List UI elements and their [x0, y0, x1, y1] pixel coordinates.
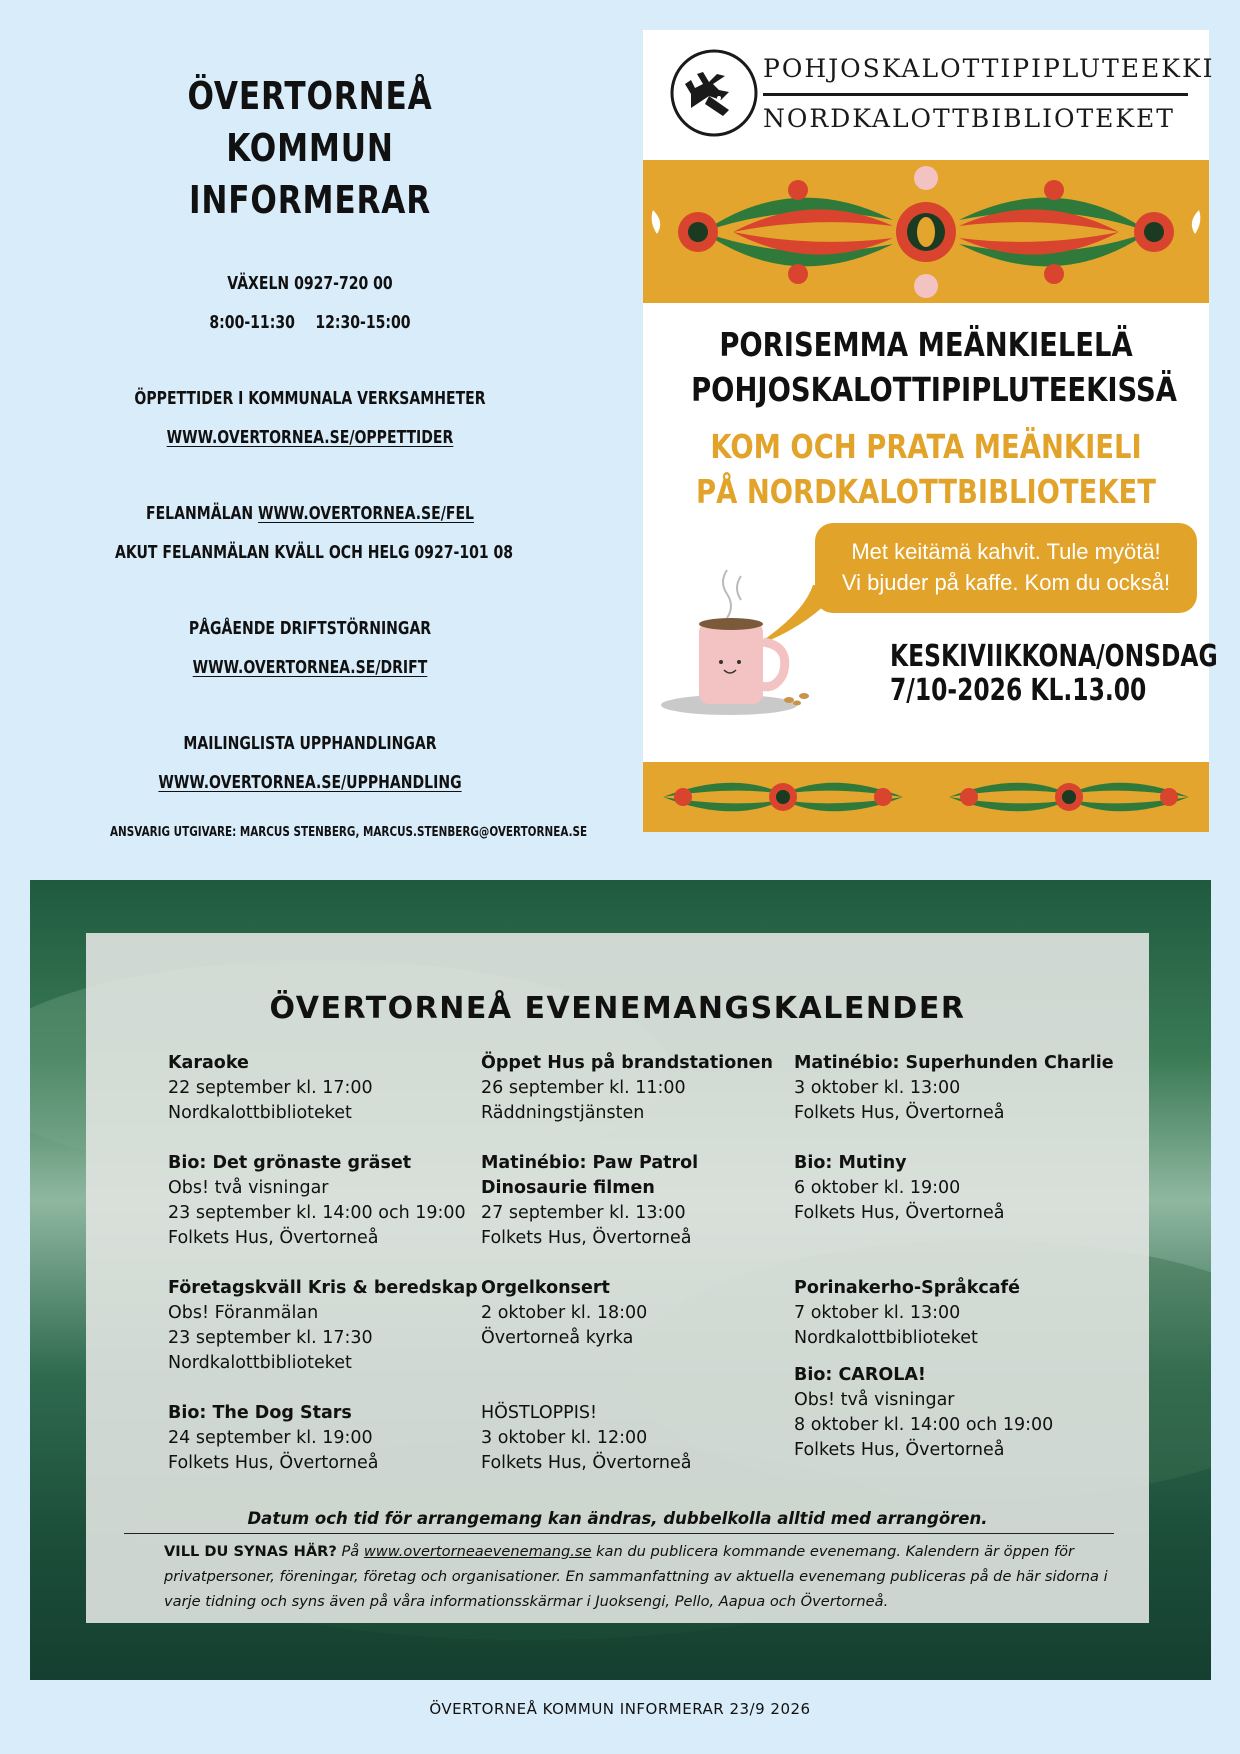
opening-times-label: ÖPPETTIDER I KOMMUNALA VERKSAMHETER: [134, 388, 486, 409]
headline-finnish-line-1: PORISEMMA MEÄNKIELELÄ: [719, 325, 1133, 364]
event-title: HÖSTLOPPIS!: [481, 1403, 598, 1423]
event-title: Porinakerho-Språkcafé: [794, 1278, 1021, 1298]
speech-bubble: [815, 523, 1197, 613]
event-item: [481, 1401, 781, 1476]
event-item: [794, 1363, 1094, 1463]
library-name-finnish: POHJOSKALOTTIPIPLUTEEKKI: [763, 54, 1215, 83]
event-date-line: 24 september kl. 19:00: [168, 1428, 373, 1448]
speech-bubble-swedish: Vi bjuder på kaffe. Kom du också!: [841, 570, 1171, 595]
event-title-continued: Dinosaurie filmen: [481, 1178, 655, 1198]
headline-swedish-line-2: PÅ NORDKALOTTBIBLIOTEKET: [696, 472, 1156, 511]
event-venue: Nordkalottbiblioteket: [168, 1353, 352, 1373]
event-title: Orgelkonsert: [481, 1278, 610, 1298]
calendar-column-3: [794, 1051, 1114, 1488]
event-venue: Nordkalottbiblioteket: [794, 1328, 978, 1348]
event-item: [794, 1276, 1094, 1351]
event-item: [794, 1051, 1114, 1126]
reindeer-logo-icon: [669, 48, 759, 138]
event-date-line: 27 september kl. 13:00: [481, 1203, 686, 1223]
title-line-1: ÖVERTORNEÅ KOMMUN: [187, 74, 433, 170]
event-date-line: 2 oktober kl. 18:00: [481, 1303, 648, 1323]
opening-hours: [115, 303, 505, 342]
mailing-list-link[interactable]: WWW.OVERTORNEA.SE/UPPHANDLING: [158, 772, 462, 793]
event-date: [890, 640, 1218, 708]
fault-report-label: FELANMÄLAN: [146, 503, 254, 524]
event-date-line: 6 oktober kl. 19:00: [794, 1178, 961, 1198]
event-title: Öppet Hus på brandstationen: [481, 1053, 774, 1073]
event-item: [168, 1401, 468, 1476]
opening-times-link[interactable]: WWW.OVERTORNEA.SE/OPPETTIDER: [166, 427, 454, 448]
event-title: Karaoke: [168, 1053, 249, 1073]
promo-prefix: På: [341, 1543, 360, 1560]
event-note: Obs! två visningar: [794, 1390, 955, 1410]
event-title: Bio: The Dog Stars: [168, 1403, 352, 1423]
publish-event-info: [164, 1539, 1124, 1614]
library-poster: [643, 30, 1218, 831]
event-date-line: 22 september kl. 17:00: [168, 1078, 373, 1098]
event-title: Bio: Mutiny: [794, 1153, 907, 1173]
event-date-line: 23 september kl. 14:00 och 19:00: [168, 1203, 466, 1223]
title-line-2: INFORMERAR: [188, 178, 432, 222]
promo-text: kan du publicera kommande evenemang. Kalendern är öppen för privatpersoner, föreningar, företag och organisationer. En sammanfattning av aktuella evenemang publiceras på de här sidorna i varje tidning och syns även på våra informationsskärmar i Juoksengi, Pello, Aapua och Övertorneå.: [164, 1543, 1108, 1610]
calendar-column-2: [481, 1051, 781, 1501]
page-title: [105, 70, 515, 226]
library-name-divider: [763, 93, 1188, 96]
event-title: Bio: CAROLA!: [794, 1365, 926, 1385]
event-item: [794, 1151, 1094, 1226]
event-venue: Folkets Hus, Övertorneå: [168, 1228, 379, 1248]
page-footer: ÖVERTORNEÅ KOMMUN INFORMERAR 23/9 2026: [429, 1700, 811, 1718]
event-venue: Folkets Hus, Övertorneå: [481, 1228, 692, 1248]
event-weekday: KESKIVIIKKONA/ONSDAG: [890, 639, 1218, 674]
disruptions-link[interactable]: WWW.OVERTORNEA.SE/DRIFT: [192, 657, 428, 678]
folk-ornament-top: [643, 160, 1209, 303]
schedule-change-notice: Datum och tid för arrangemang kan ändras, dubbelkolla alltid med arrangören.: [247, 1509, 988, 1528]
event-item: [481, 1151, 781, 1251]
event-title: Matinébio: Superhunden Charlie: [794, 1053, 1114, 1073]
headline-swedish: [691, 424, 1161, 514]
disruptions-label: PÅGÅENDE DRIFTSTÖRNINGAR: [188, 618, 432, 639]
event-title: Bio: Det grönaste gräset: [168, 1153, 412, 1173]
headline-finnish: [691, 322, 1177, 412]
event-venue: Folkets Hus, Övertorneå: [794, 1103, 1005, 1123]
publisher-credit: ANSVARIG UTGIVARE: MARCUS STENBERG, MARCUS.STENBERG@OVERTORNEA.SE: [110, 825, 588, 840]
event-venue: Nordkalottbiblioteket: [168, 1103, 352, 1123]
folk-ornament-bottom: [643, 762, 1209, 832]
event-venue: Folkets Hus, Övertorneå: [794, 1203, 1005, 1223]
hours-afternoon: 12:30-15:00: [315, 312, 411, 333]
headline-swedish-line-1: KOM OCH PRATA MEÄNKIELI: [710, 427, 1142, 466]
municipal-info-column: [60, 70, 588, 844]
event-venue: Folkets Hus, Övertorneå: [481, 1453, 692, 1473]
event-note: Obs! två visningar: [168, 1178, 329, 1198]
event-item: [481, 1276, 781, 1351]
urgent-fault-number: AKUT FELANMÄLAN KVÄLL OCH HELG 0927-101 08: [115, 542, 514, 563]
event-item: [168, 1051, 468, 1126]
event-venue: Folkets Hus, Övertorneå: [794, 1440, 1005, 1460]
fault-report-row: [115, 494, 505, 533]
event-venue: Övertorneå kyrka: [481, 1328, 634, 1348]
event-date-line: 3 oktober kl. 12:00: [481, 1428, 648, 1448]
event-calendar: [86, 933, 1149, 1623]
flower-ornament-icon: [643, 160, 1209, 303]
coffee-mug-icon: [649, 550, 829, 730]
speech-bubble-finnish: Met keitämä kahvit. Tule myötä!: [851, 539, 1161, 564]
event-title: Matinébio: Paw Patrol: [481, 1153, 699, 1173]
event-title: Företagskväll Kris & beredskap: [168, 1278, 478, 1298]
flower-border-icon: [643, 762, 1209, 832]
event-item: [168, 1151, 468, 1251]
event-datetime: 7/10-2026 KL.13.00: [890, 673, 1147, 708]
hours-morning: 8:00-11:30: [209, 312, 295, 333]
event-date-line: 7 oktober kl. 13:00: [794, 1303, 961, 1323]
mailing-list-label: MAILINGLISTA UPPHANDLINGAR: [183, 733, 437, 754]
library-name-swedish: NORDKALOTTBIBLIOTEKET: [763, 104, 1175, 133]
switchboard-number: VÄXELN 0927-720 00: [227, 273, 393, 294]
promo-lead: VILL DU SYNAS HÄR?: [164, 1543, 337, 1560]
event-venue: Räddningstjänsten: [481, 1103, 645, 1123]
event-date-line: 8 oktober kl. 14:00 och 19:00: [794, 1415, 1054, 1435]
fault-report-link[interactable]: WWW.OVERTORNEA.SE/FEL: [258, 503, 474, 524]
event-venue: Folkets Hus, Övertorneå: [168, 1453, 379, 1473]
events-site-link[interactable]: www.overtorneaevenemang.se: [363, 1543, 592, 1560]
calendar-title: ÖVERTORNEÅ EVENEMANGSKALENDER: [269, 991, 966, 1026]
event-date-line: 23 september kl. 17:30: [168, 1328, 373, 1348]
calendar-column-1: [168, 1051, 478, 1501]
headline-finnish-line-2: POHJOSKALOTTIPIPLUTEEKISSÄ: [691, 370, 1177, 409]
notice-divider: [124, 1533, 1114, 1534]
event-item: [481, 1051, 781, 1126]
event-note: Obs! Föranmälan: [168, 1303, 319, 1323]
event-date-line: 3 oktober kl. 13:00: [794, 1078, 961, 1098]
event-item: [168, 1276, 478, 1376]
event-date-line: 26 september kl. 11:00: [481, 1078, 686, 1098]
